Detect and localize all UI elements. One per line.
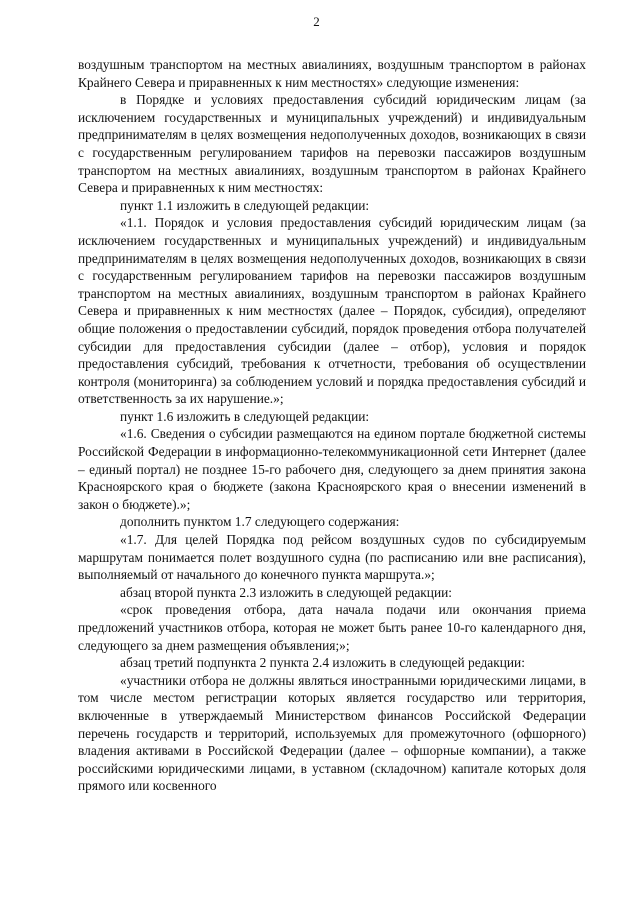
paragraph-intro: воздушным транспортом на местных авиалиниях, воздушным транспортом в районах Крайнего Севера и приравненных к ним местностях» следующие изменения: xyxy=(78,57,586,90)
paragraph-item-1-1-heading: пункт 1.1 изложить в следующей редакции: xyxy=(120,197,370,213)
paragraph-item-2-3-text: «срок проведения отбора, дата начала подачи или окончания приема предложений участников отбора, которая не может быть ранее 10-го календарного дня, следующего за днем размещения объявления;»; xyxy=(78,602,586,653)
paragraph-item-1-6-text: «1.6. Сведения о субсидии размещаются на едином портале бюджетной системы Российской Федерации в информационно-телекоммуникационной сети Интернет (далее – единый портал) не позднее 15-го рабочего дня, следующего за днем принятия закона Красноярского края о бюджете (закона Красноярского края о внесении изменений в закон о бюджете).»; xyxy=(78,426,586,512)
paragraph-item-1-7-text: «1.7. Для целей Порядка под рейсом воздушных судов по субсидируемым маршрутам понимается полет воздушного судна (по расписанию или вне расписания), выполняемый от начального до конечного пункта маршрута.»; xyxy=(78,532,586,583)
paragraph-order-title: в Порядке и условиях предоставления субсидий юридическим лицам (за исключением государственных и муниципальных учреждений) и индивидуальным предпринимателям в целях возмещения недополученных доходов, возникающих в связи с государственным регулированием тарифов на перевозки пассажиров воздушным транспортом на местных авиалиниях, воздушным транспортом в районах Крайнего Севера и приравненных к ним местностях: xyxy=(78,92,586,196)
page-number: 2 xyxy=(313,14,320,29)
paragraph-item-1-1-text: «1.1. Порядок и условия предоставления субсидий юридическим лицам (за исключением государственных и муниципальных учреждений) и индивидуальным предпринимателям в целях возмещения недополученных доходов, возникающих в связи с государственным регулированием тарифов на перевозки пассажиров воздушным транспортом на местных авиалиниях, воздушным транспортом в районах Крайнего Севера и приравненных к ним местностях (далее – Порядок, субсидия), определяют общие положения о предоставлении субсидий, порядок проведения отбора получателей субсидии для предоставления субсидии (далее – отбор), условия и порядок предоставления субсидий, требования к отчетности, требования об осуществлении контроля (мониторинга) за соблюдением условий и порядка предоставления субсидий и ответственность за их нарушение.»; xyxy=(78,215,586,407)
paragraph-item-1-6-heading: пункт 1.6 изложить в следующей редакции: xyxy=(120,408,370,424)
paragraph-item-2-4-text: «участники отбора не должны являться иностранными юридическими лицами, в том числе местом регистрации которых является государство или территория, включенные в утверждаемый Министерством финансов Российской Федерации перечень государств и территорий, используемых для промежуточного (офшорного) владения активами в Российской Федерации (далее – офшорные компании), а также российскими юридическими лицами, в уставном (складочном) капитале которых доля прямого или косвенного xyxy=(78,672,586,794)
paragraph-item-2-4-heading: абзац третий подпункта 2 пункта 2.4 изложить в следующей редакции: xyxy=(120,655,525,671)
paragraph-item-2-3-heading: абзац второй пункта 2.3 изложить в следующей редакции: xyxy=(120,584,453,600)
document-body xyxy=(78,56,586,795)
paragraph-item-1-7-heading: дополнить пунктом 1.7 следующего содержания: xyxy=(120,514,400,530)
